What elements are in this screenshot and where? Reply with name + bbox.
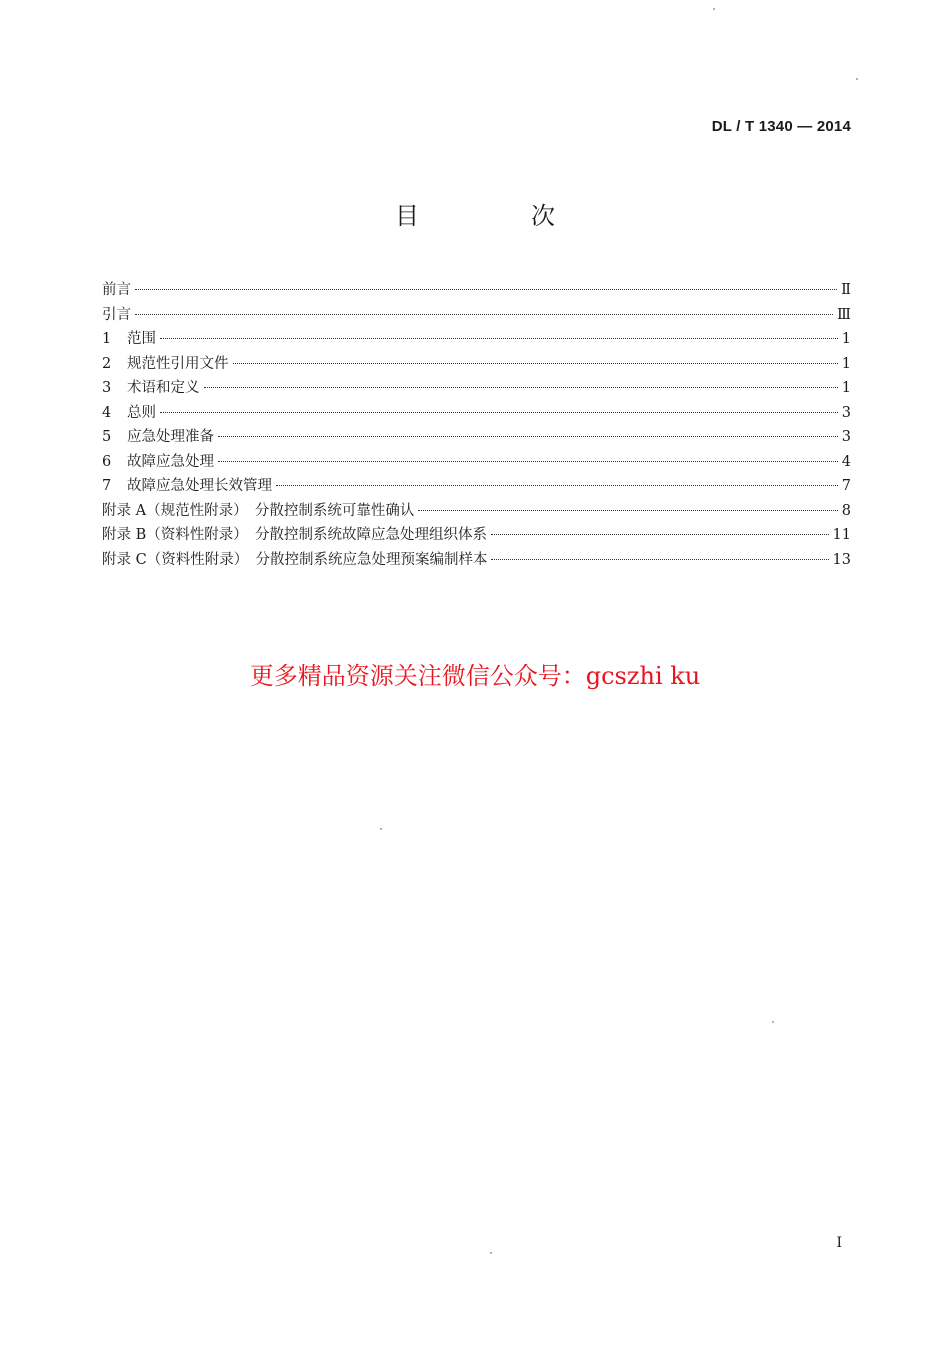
toc-label: 应急处理准备 (127, 429, 214, 445)
toc-page-number: 11 (832, 527, 851, 543)
standard-code: DL / T 1340 — 2014 (711, 118, 851, 135)
toc-entry[interactable] (102, 352, 851, 377)
toc-page-number: 1 (841, 331, 851, 347)
promo-text: 更多精品资源关注微信公众号：gcszhi ku (249, 662, 701, 690)
scan-speck (380, 828, 382, 830)
page-title: 目 次 (395, 202, 599, 230)
toc-label: 术语和定义 (127, 380, 200, 396)
scan-speck (490, 1252, 492, 1254)
toc-label: 故障应急处理 (127, 453, 214, 470)
toc-entry[interactable] (102, 450, 851, 475)
toc-label: 规范性引用文件 (127, 355, 229, 372)
toc-page-number: 1 (841, 380, 851, 396)
toc-entry[interactable] (102, 425, 851, 450)
toc-leader-dots (160, 338, 838, 339)
toc-page-number: 8 (841, 502, 851, 519)
toc-entry[interactable] (102, 327, 851, 352)
toc-leader-dots (204, 387, 838, 388)
toc-entry[interactable] (102, 474, 851, 499)
toc-page-number: Ⅲ (837, 306, 851, 323)
toc-page-number: 3 (841, 404, 851, 421)
toc-label: 附录 B（资料性附录） 分散控制系统故障应急处理组织体系 (102, 527, 488, 543)
toc-leader-dots (160, 412, 838, 413)
toc-leader-dots (135, 314, 833, 315)
toc-entry[interactable] (102, 523, 851, 548)
toc-section-number: 6 (102, 453, 112, 470)
toc-section-number: 3 (102, 380, 112, 396)
toc-section-number: 2 (102, 355, 112, 372)
page-number: I (836, 1235, 842, 1251)
toc-section-number: 4 (102, 404, 112, 421)
toc-section-number: 7 (102, 478, 112, 494)
toc-leader-dots (418, 510, 837, 511)
scan-speck (713, 8, 715, 10)
toc-page-number: 1 (841, 355, 851, 372)
toc-label: 前言 (102, 282, 131, 298)
toc-entry[interactable] (102, 376, 851, 401)
toc-label: 故障应急处理长效管理 (127, 478, 272, 494)
toc-leader-dots (233, 363, 838, 364)
toc-leader-dots (218, 436, 838, 437)
toc-page-number: 13 (832, 551, 851, 568)
toc-page-number: 3 (841, 429, 851, 445)
toc-leader-dots (276, 485, 838, 486)
toc-page-number: 7 (841, 478, 851, 494)
toc-section-number: 5 (102, 429, 112, 445)
toc-page-number: Ⅱ (841, 282, 851, 298)
toc-page-number: 4 (841, 453, 851, 470)
toc-entry[interactable] (102, 303, 851, 328)
toc-label: 范围 (127, 331, 156, 347)
scan-speck (772, 1021, 774, 1023)
table-of-contents (102, 278, 851, 572)
toc-section-number: 1 (102, 331, 112, 347)
toc-label: 附录 C（资料性附录） 分散控制系统应急处理预案编制样本 (102, 551, 488, 568)
toc-entry[interactable] (102, 548, 851, 573)
toc-label: 总则 (127, 404, 156, 421)
toc-entry[interactable] (102, 499, 851, 524)
toc-leader-dots (218, 461, 838, 462)
toc-label: 引言 (102, 306, 131, 323)
toc-leader-dots (491, 534, 829, 535)
scan-speck (856, 78, 858, 80)
toc-entry[interactable] (102, 401, 851, 426)
toc-label: 附录 A（规范性附录） 分散控制系统可靠性确认 (102, 502, 415, 519)
toc-entry[interactable] (102, 278, 851, 303)
toc-leader-dots (491, 559, 828, 560)
toc-leader-dots (135, 289, 837, 290)
